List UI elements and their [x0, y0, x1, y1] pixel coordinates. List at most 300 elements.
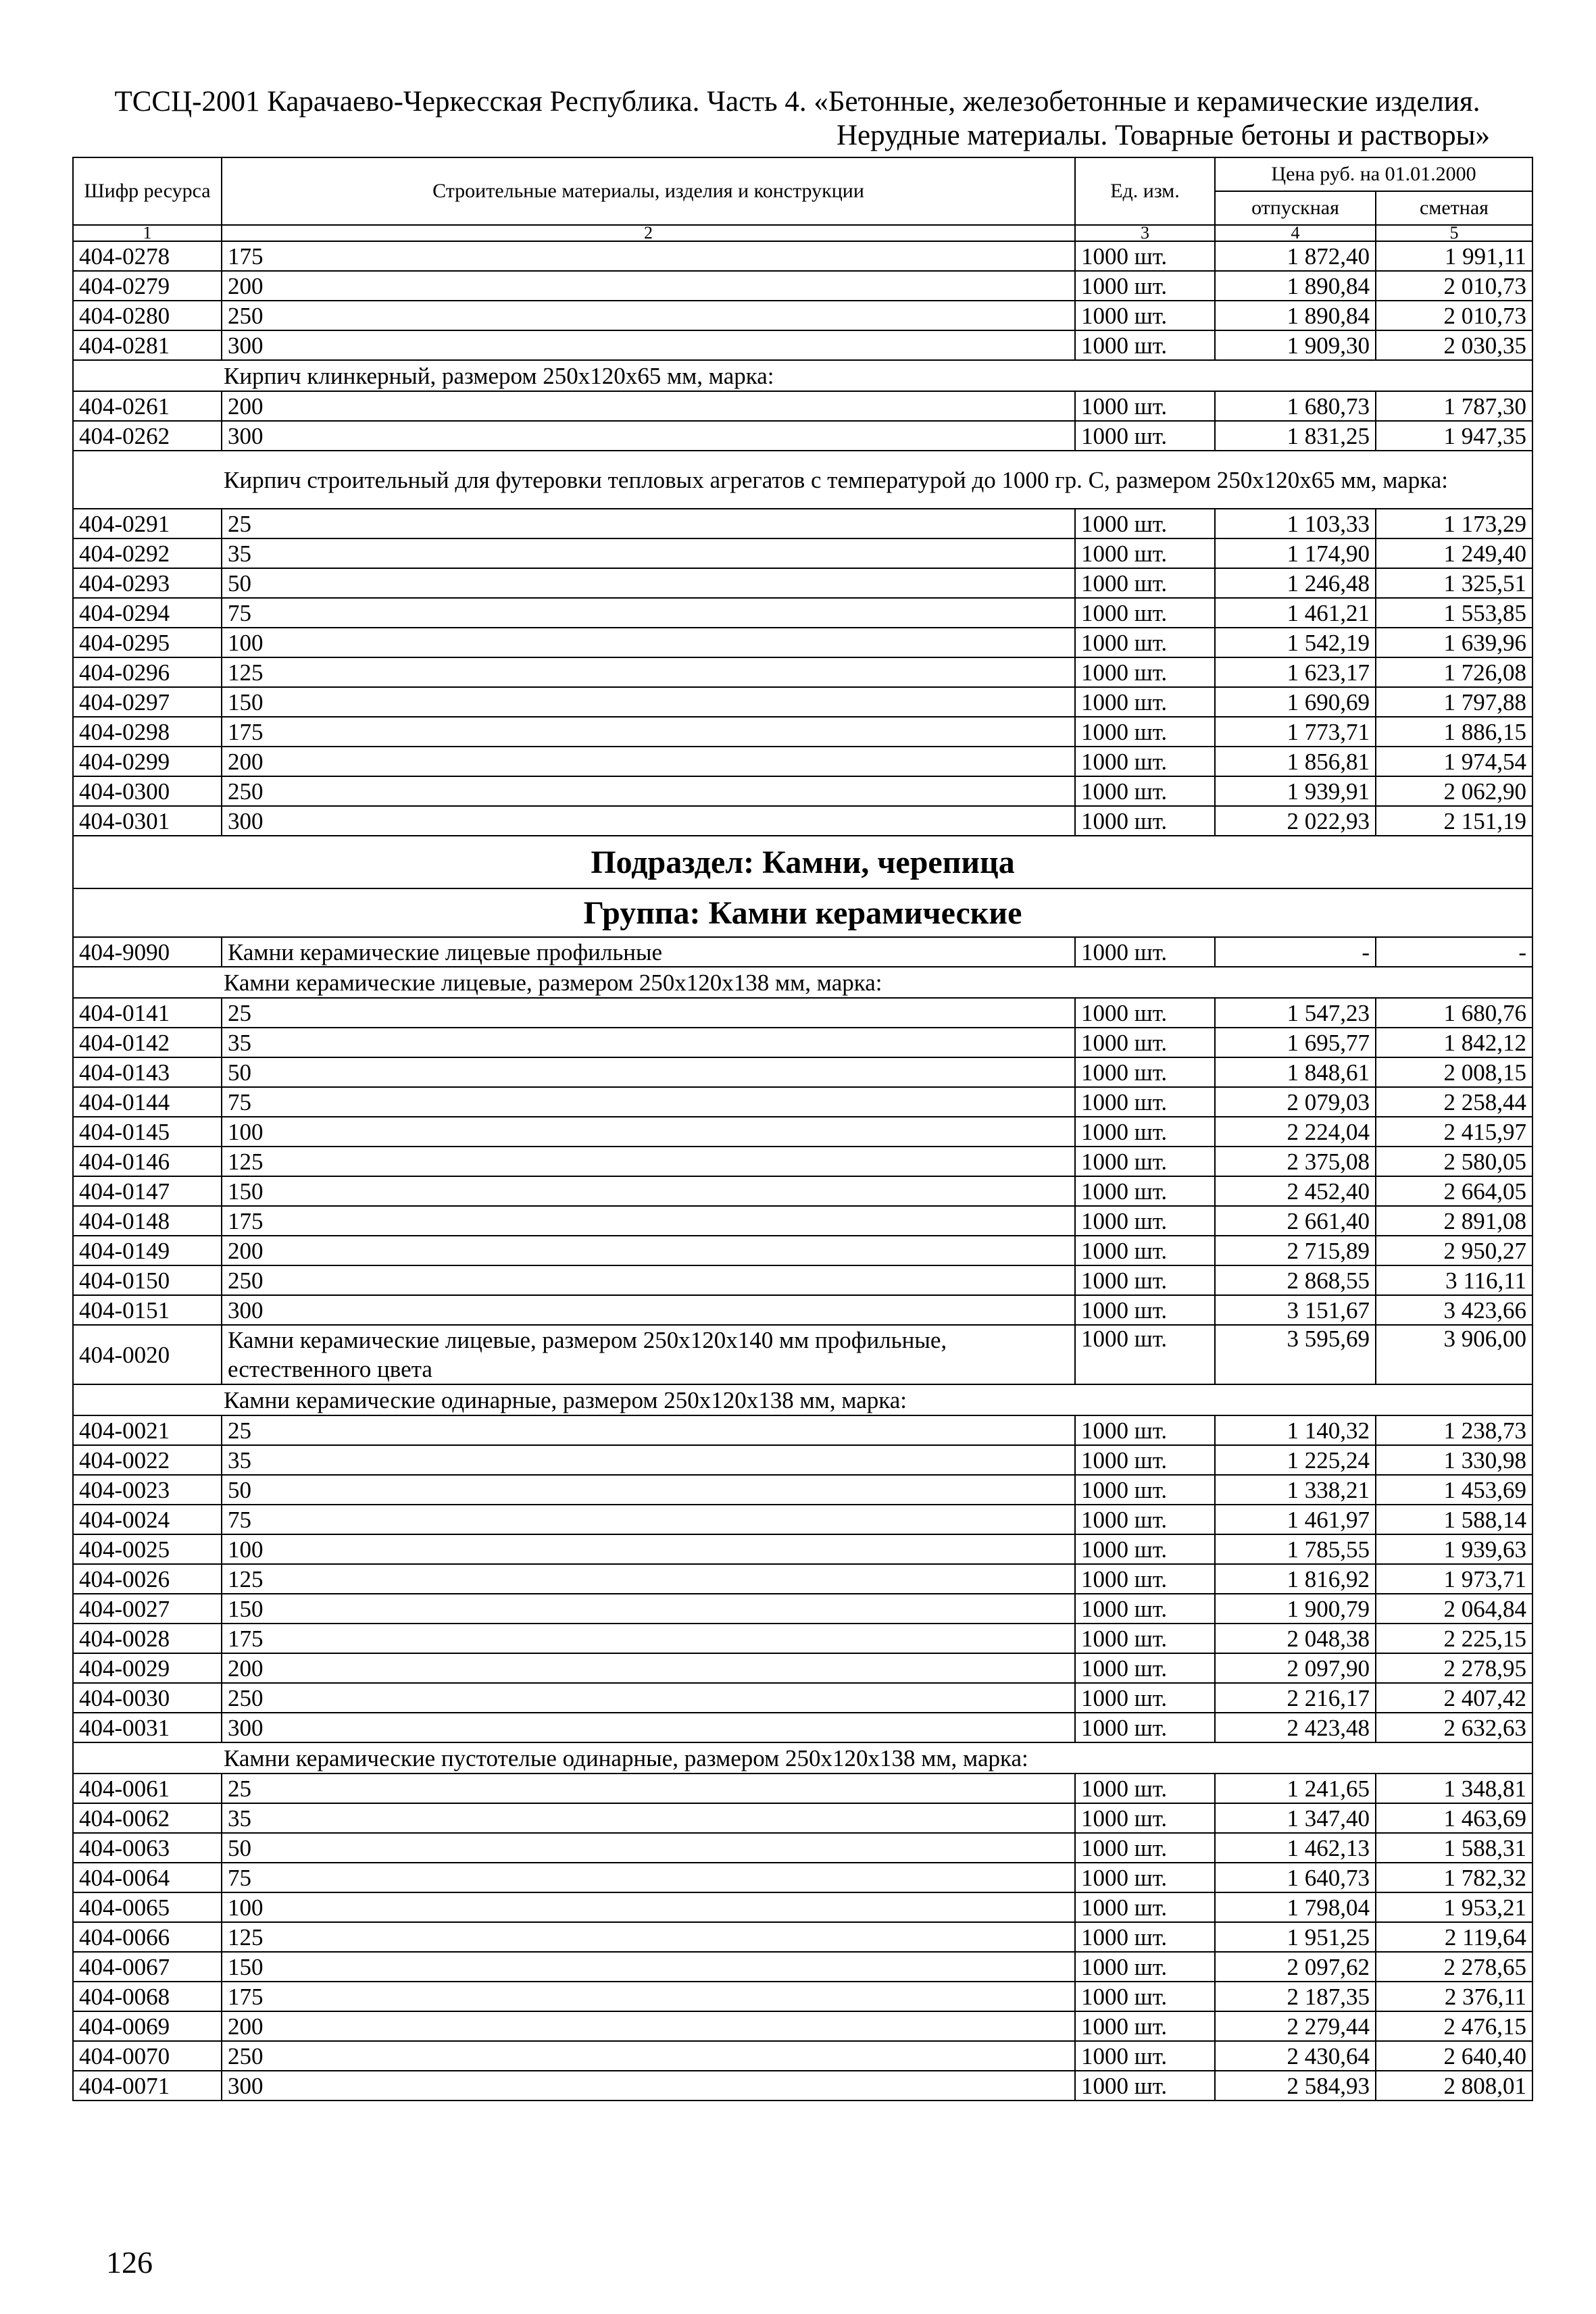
table-row	[73, 1295, 1532, 1325]
table-row	[73, 1624, 1532, 1653]
cell-name: 300	[222, 421, 1075, 451]
cell-code: 404-9090	[73, 937, 222, 967]
cell-unit: 1000 шт.	[1075, 330, 1215, 360]
subgroup-heading: Кирпич клинкерный, размером 250х120х65 мм, марка:	[73, 360, 1532, 391]
cell-estimate-price: 1 953,21	[1376, 1892, 1532, 1922]
cell-estimate-price: 1 463,69	[1376, 1803, 1532, 1833]
cell-name: 175	[222, 1982, 1075, 2011]
cell-unit: 1000 шт.	[1075, 1863, 1215, 1892]
cell-code: 404-0145	[73, 1117, 222, 1147]
cell-estimate-price: 1 639,96	[1376, 628, 1532, 657]
subgroup-heading: Кирпич строительный для футеровки тепловых агрегатов с температурой до 1000 гр. С, размером 250х120х65 мм, марка:	[73, 451, 1532, 509]
cell-estimate-price: 3 116,11	[1376, 1265, 1532, 1295]
cell-release-price: 2 224,04	[1215, 1117, 1376, 1147]
price-table	[72, 157, 1533, 2101]
cell-estimate-price: 1 787,30	[1376, 391, 1532, 421]
table-row	[73, 1265, 1532, 1295]
cell-estimate-price: 2 278,95	[1376, 1653, 1532, 1683]
cell-release-price: 1 951,25	[1215, 1922, 1376, 1952]
col-index-5: 5	[1376, 225, 1532, 241]
table-row	[73, 1683, 1532, 1713]
cell-release-price: 3 595,69	[1215, 1325, 1376, 1384]
cell-release-price: 1 103,33	[1215, 509, 1376, 538]
cell-name: 25	[222, 998, 1075, 1028]
cell-release-price: 2 452,40	[1215, 1176, 1376, 1206]
cell-unit: 1000 шт.	[1075, 509, 1215, 538]
cell-name: Камни керамические лицевые профильные	[222, 937, 1075, 967]
table-row	[73, 1117, 1532, 1147]
cell-unit: 1000 шт.	[1075, 391, 1215, 421]
document-title-line-2: Нерудные материалы. Товарные бетоны и растворы»	[836, 120, 1490, 151]
table-row	[73, 1952, 1532, 1982]
cell-unit: 1000 шт.	[1075, 776, 1215, 806]
cell-release-price: 1 773,71	[1215, 717, 1376, 747]
cell-release-price: 1 900,79	[1215, 1594, 1376, 1624]
cell-release-price: 2 661,40	[1215, 1206, 1376, 1236]
cell-name: 50	[222, 1833, 1075, 1863]
cell-name: 200	[222, 271, 1075, 301]
cell-release-price: 1 890,84	[1215, 301, 1376, 330]
cell-estimate-price: 2 407,42	[1376, 1683, 1532, 1713]
cell-release-price: 1 461,97	[1215, 1505, 1376, 1534]
cell-estimate-price: 2 415,97	[1376, 1117, 1532, 1147]
subgroup-heading-row	[73, 360, 1532, 391]
table-row	[73, 1445, 1532, 1475]
cell-release-price: 1 640,73	[1215, 1863, 1376, 1892]
cell-release-price: 2 079,03	[1215, 1087, 1376, 1117]
table-row	[73, 1713, 1532, 1742]
table-row	[73, 1594, 1532, 1624]
cell-unit: 1000 шт.	[1075, 687, 1215, 717]
cell-name: 250	[222, 1683, 1075, 1713]
cell-code: 404-0280	[73, 301, 222, 330]
cell-release-price: 1 241,65	[1215, 1774, 1376, 1803]
cell-unit: 1000 шт.	[1075, 421, 1215, 451]
cell-code: 404-0061	[73, 1774, 222, 1803]
cell-unit: 1000 шт.	[1075, 1505, 1215, 1534]
cell-unit: 1000 шт.	[1075, 1475, 1215, 1505]
col-index-4: 4	[1215, 225, 1376, 241]
cell-name: 75	[222, 1087, 1075, 1117]
cell-unit: 1000 шт.	[1075, 2041, 1215, 2071]
cell-release-price: 1 680,73	[1215, 391, 1376, 421]
table-row	[73, 1833, 1532, 1863]
cell-code: 404-0023	[73, 1475, 222, 1505]
table-row	[73, 598, 1532, 628]
cell-code: 404-0068	[73, 1982, 222, 2011]
cell-unit: 1000 шт.	[1075, 806, 1215, 836]
cell-code: 404-0144	[73, 1087, 222, 1117]
cell-code: 404-0031	[73, 1713, 222, 1742]
cell-estimate-price: 2 008,15	[1376, 1057, 1532, 1087]
cell-estimate-price: 2 580,05	[1376, 1147, 1532, 1176]
cell-name: 200	[222, 1653, 1075, 1683]
table-row	[73, 747, 1532, 776]
cell-unit: 1000 шт.	[1075, 1028, 1215, 1057]
table-row	[73, 1325, 1532, 1384]
cell-estimate-price: 1 238,73	[1376, 1415, 1532, 1445]
cell-name: 250	[222, 301, 1075, 330]
cell-unit: 1000 шт.	[1075, 1922, 1215, 1952]
subgroup-heading: Камни керамические лицевые, размером 250х120х138 мм, марка:	[73, 967, 1532, 998]
cell-code: 404-0262	[73, 421, 222, 451]
cell-unit: 1000 шт.	[1075, 747, 1215, 776]
cell-release-price: 1 174,90	[1215, 538, 1376, 568]
table-row	[73, 391, 1532, 421]
cell-release-price: 1 547,23	[1215, 998, 1376, 1028]
cell-unit: 1000 шт.	[1075, 271, 1215, 301]
cell-release-price: 1 542,19	[1215, 628, 1376, 657]
table-row	[73, 2071, 1532, 2101]
cell-code: 404-0141	[73, 998, 222, 1028]
cell-name: 125	[222, 1147, 1075, 1176]
table-row	[73, 271, 1532, 301]
cell-name: 35	[222, 1803, 1075, 1833]
page-number: 126	[106, 2245, 153, 2280]
table-row	[73, 1176, 1532, 1206]
cell-unit: 1000 шт.	[1075, 1892, 1215, 1922]
cell-release-price: 1 785,55	[1215, 1534, 1376, 1564]
cell-unit: 1000 шт.	[1075, 1683, 1215, 1713]
cell-estimate-price: 2 808,01	[1376, 2071, 1532, 2101]
cell-estimate-price: 2 891,08	[1376, 1206, 1532, 1236]
cell-estimate-price: 1 553,85	[1376, 598, 1532, 628]
cell-estimate-price: 1 325,51	[1376, 568, 1532, 598]
cell-unit: 1000 шт.	[1075, 1265, 1215, 1295]
cell-code: 404-0143	[73, 1057, 222, 1087]
cell-code: 404-0064	[73, 1863, 222, 1892]
cell-estimate-price: 1 991,11	[1376, 241, 1532, 271]
subgroup-heading-row	[73, 1742, 1532, 1774]
cell-unit: 1000 шт.	[1075, 1295, 1215, 1325]
cell-estimate-price: 1 680,76	[1376, 998, 1532, 1028]
subgroup-heading-row	[73, 451, 1532, 509]
cell-estimate-price: 1 973,71	[1376, 1564, 1532, 1594]
cell-name: 25	[222, 1774, 1075, 1803]
cell-unit: 1000 шт.	[1075, 1653, 1215, 1683]
table-row	[73, 1982, 1532, 2011]
cell-code: 404-0294	[73, 598, 222, 628]
cell-name: 300	[222, 1295, 1075, 1325]
cell-unit: 1000 шт.	[1075, 628, 1215, 657]
cell-release-price: 1 856,81	[1215, 747, 1376, 776]
table-row	[73, 568, 1532, 598]
cell-release-price: 1 225,24	[1215, 1445, 1376, 1475]
cell-estimate-price: 2 278,65	[1376, 1952, 1532, 1982]
cell-code: 404-0022	[73, 1445, 222, 1475]
cell-unit: 1000 шт.	[1075, 1236, 1215, 1265]
subgroup-heading-row	[73, 967, 1532, 998]
subgroup-heading-row	[73, 1384, 1532, 1415]
cell-unit: 1000 шт.	[1075, 998, 1215, 1028]
table-row	[73, 657, 1532, 687]
cell-name: 75	[222, 1505, 1075, 1534]
cell-release-price: 2 022,93	[1215, 806, 1376, 836]
cell-estimate-price: 2 225,15	[1376, 1624, 1532, 1653]
cell-code: 404-0149	[73, 1236, 222, 1265]
cell-estimate-price: 1 939,63	[1376, 1534, 1532, 1564]
cell-name: 50	[222, 1475, 1075, 1505]
col-name-header: Строительные материалы, изделия и конструкции	[222, 157, 1075, 225]
cell-code: 404-0025	[73, 1534, 222, 1564]
cell-estimate-price: 1 947,35	[1376, 421, 1532, 451]
cell-estimate-price: 2 062,90	[1376, 776, 1532, 806]
cell-release-price: 2 097,90	[1215, 1653, 1376, 1683]
table-row	[73, 1415, 1532, 1445]
cell-code: 404-0296	[73, 657, 222, 687]
col-price-header: Цена руб. на 01.01.2000	[1215, 157, 1532, 191]
cell-code: 404-0278	[73, 241, 222, 271]
cell-unit: 1000 шт.	[1075, 1445, 1215, 1475]
table-row	[73, 1892, 1532, 1922]
cell-code: 404-0066	[73, 1922, 222, 1952]
cell-estimate-price: 1 974,54	[1376, 747, 1532, 776]
cell-code: 404-0281	[73, 330, 222, 360]
cell-unit: 1000 шт.	[1075, 2011, 1215, 2041]
cell-release-price: 2 423,48	[1215, 1713, 1376, 1742]
cell-name: 75	[222, 598, 1075, 628]
cell-unit: 1000 шт.	[1075, 717, 1215, 747]
cell-estimate-price: 1 173,29	[1376, 509, 1532, 538]
cell-estimate-price: 1 453,69	[1376, 1475, 1532, 1505]
cell-code: 404-0020	[73, 1325, 222, 1384]
table-row	[73, 330, 1532, 360]
cell-release-price: 1 140,32	[1215, 1415, 1376, 1445]
cell-unit: 1000 шт.	[1075, 1713, 1215, 1742]
cell-release-price: 1 939,91	[1215, 776, 1376, 806]
cell-code: 404-0067	[73, 1952, 222, 1982]
cell-code: 404-0026	[73, 1564, 222, 1594]
table-row	[73, 2011, 1532, 2041]
cell-release-price: 2 868,55	[1215, 1265, 1376, 1295]
cell-estimate-price: 1 330,98	[1376, 1445, 1532, 1475]
subgroup-heading: Камни керамические пустотелые одинарные, размером 250х120х138 мм, марка:	[73, 1742, 1532, 1774]
cell-unit: 1000 шт.	[1075, 301, 1215, 330]
cell-release-price: 1 623,17	[1215, 657, 1376, 687]
table-row	[73, 776, 1532, 806]
table-row	[73, 1922, 1532, 1952]
cell-code: 404-0146	[73, 1147, 222, 1176]
cell-code: 404-0062	[73, 1803, 222, 1833]
cell-release-price: 2 430,64	[1215, 2041, 1376, 2071]
cell-estimate-price: 2 376,11	[1376, 1982, 1532, 2011]
document-title-line-1: ТССЦ-2001 Карачаево-Черкесская Республика. Часть 4. «Бетонные, железобетонные и керамические изделия.	[114, 86, 1480, 118]
cell-release-price: 1 462,13	[1215, 1833, 1376, 1863]
cell-unit: 1000 шт.	[1075, 241, 1215, 271]
table-row	[73, 1236, 1532, 1265]
group-title: Группа: Камни керамические	[73, 888, 1532, 937]
cell-estimate-price: 3 423,66	[1376, 1295, 1532, 1325]
cell-estimate-price: 3 906,00	[1376, 1325, 1532, 1384]
cell-estimate-price: 1 588,14	[1376, 1505, 1532, 1534]
cell-code: 404-0261	[73, 391, 222, 421]
cell-name: 200	[222, 1236, 1075, 1265]
cell-release-price: 2 216,17	[1215, 1683, 1376, 1713]
table-row	[73, 1534, 1532, 1564]
cell-release-price: 1 690,69	[1215, 687, 1376, 717]
table-row	[73, 509, 1532, 538]
cell-estimate-price: 2 030,35	[1376, 330, 1532, 360]
table-row	[73, 301, 1532, 330]
col-index-2: 2	[222, 225, 1075, 241]
cell-release-price: 1 347,40	[1215, 1803, 1376, 1833]
table-row	[73, 998, 1532, 1028]
cell-name: 175	[222, 717, 1075, 747]
cell-code: 404-0299	[73, 747, 222, 776]
cell-code: 404-0295	[73, 628, 222, 657]
cell-name: 150	[222, 1594, 1075, 1624]
cell-unit: 1000 шт.	[1075, 1415, 1215, 1445]
cell-release-price: 3 151,67	[1215, 1295, 1376, 1325]
cell-release-price: 1 831,25	[1215, 421, 1376, 451]
cell-name: 100	[222, 628, 1075, 657]
cell-code: 404-0300	[73, 776, 222, 806]
cell-code: 404-0024	[73, 1505, 222, 1534]
cell-unit: 1000 шт.	[1075, 1952, 1215, 1982]
cell-code: 404-0151	[73, 1295, 222, 1325]
cell-unit: 1000 шт.	[1075, 1117, 1215, 1147]
cell-unit: 1000 шт.	[1075, 1982, 1215, 2011]
cell-unit: 1000 шт.	[1075, 1087, 1215, 1117]
cell-release-price: 1 338,21	[1215, 1475, 1376, 1505]
cell-unit: 1000 шт.	[1075, 1325, 1215, 1384]
cell-release-price: 2 584,93	[1215, 2071, 1376, 2101]
cell-code: 404-0293	[73, 568, 222, 598]
cell-estimate-price: 2 010,73	[1376, 271, 1532, 301]
cell-name: 250	[222, 1265, 1075, 1295]
cell-release-price: 1 890,84	[1215, 271, 1376, 301]
cell-unit: 1000 шт.	[1075, 538, 1215, 568]
cell-estimate-price: 2 151,19	[1376, 806, 1532, 836]
cell-name: 50	[222, 1057, 1075, 1087]
cell-release-price: 1 909,30	[1215, 330, 1376, 360]
cell-release-price: 1 695,77	[1215, 1028, 1376, 1057]
cell-name: 125	[222, 657, 1075, 687]
cell-estimate-price: 2 010,73	[1376, 301, 1532, 330]
cell-unit: 1000 шт.	[1075, 1176, 1215, 1206]
cell-code: 404-0021	[73, 1415, 222, 1445]
cell-name: 175	[222, 241, 1075, 271]
col-estimate-header: сметная	[1376, 191, 1532, 225]
cell-estimate-price: 1 797,88	[1376, 687, 1532, 717]
table-row	[73, 1653, 1532, 1683]
cell-code: 404-0028	[73, 1624, 222, 1653]
table-row	[73, 421, 1532, 451]
cell-code: 404-0071	[73, 2071, 222, 2101]
cell-release-price: 1 848,61	[1215, 1057, 1376, 1087]
cell-name: 125	[222, 1922, 1075, 1952]
table-row	[73, 1564, 1532, 1594]
col-index-1: 1	[73, 225, 222, 241]
cell-code: 404-0148	[73, 1206, 222, 1236]
cell-name: 175	[222, 1206, 1075, 1236]
table-row	[73, 1206, 1532, 1236]
cell-estimate-price: 1 726,08	[1376, 657, 1532, 687]
table-row	[73, 241, 1532, 271]
cell-unit: 1000 шт.	[1075, 937, 1215, 967]
cell-code: 404-0297	[73, 687, 222, 717]
cell-name: 75	[222, 1863, 1075, 1892]
cell-unit: 1000 шт.	[1075, 1057, 1215, 1087]
cell-name: 150	[222, 1952, 1075, 1982]
cell-code: 404-0029	[73, 1653, 222, 1683]
cell-name: 250	[222, 2041, 1075, 2071]
cell-code: 404-0027	[73, 1594, 222, 1624]
cell-name: 100	[222, 1117, 1075, 1147]
cell-unit: 1000 шт.	[1075, 1803, 1215, 1833]
cell-name: 150	[222, 1176, 1075, 1206]
cell-name: 200	[222, 2011, 1075, 2041]
cell-release-price: 2 279,44	[1215, 2011, 1376, 2041]
cell-unit: 1000 шт.	[1075, 1833, 1215, 1863]
cell-name: 200	[222, 747, 1075, 776]
cell-code: 404-0070	[73, 2041, 222, 2071]
cell-estimate-price: 2 119,64	[1376, 1922, 1532, 1952]
cell-release-price: 1 798,04	[1215, 1892, 1376, 1922]
cell-estimate-price: 2 476,15	[1376, 2011, 1532, 2041]
cell-name: 35	[222, 1445, 1075, 1475]
cell-estimate-price: 2 258,44	[1376, 1087, 1532, 1117]
cell-unit: 1000 шт.	[1075, 1147, 1215, 1176]
cell-code: 404-0279	[73, 271, 222, 301]
subgroup-heading: Камни керамические одинарные, размером 250х120х138 мм, марка:	[73, 1384, 1532, 1415]
cell-estimate-price: 1 588,31	[1376, 1833, 1532, 1863]
table-row	[73, 1505, 1532, 1534]
cell-estimate-price: 2 064,84	[1376, 1594, 1532, 1624]
cell-estimate-price: 2 664,05	[1376, 1176, 1532, 1206]
cell-unit: 1000 шт.	[1075, 657, 1215, 687]
cell-name: 300	[222, 2071, 1075, 2101]
cell-name: 150	[222, 687, 1075, 717]
cell-release-price: 2 097,62	[1215, 1952, 1376, 1982]
cell-name: 300	[222, 330, 1075, 360]
table-row	[73, 687, 1532, 717]
cell-name: 50	[222, 568, 1075, 598]
cell-release-price: 2 715,89	[1215, 1236, 1376, 1265]
cell-code: 404-0301	[73, 806, 222, 836]
cell-release-price: 2 375,08	[1215, 1147, 1376, 1176]
subsection-title: Подраздел: Камни, черепица	[73, 836, 1532, 888]
cell-code: 404-0069	[73, 2011, 222, 2041]
table-row	[73, 1475, 1532, 1505]
cell-code: 404-0065	[73, 1892, 222, 1922]
table-row	[73, 1028, 1532, 1057]
cell-name: Камни керамические лицевые, размером 250х120х140 мм профильные, естественного цвета	[222, 1325, 1075, 1384]
cell-unit: 1000 шт.	[1075, 1206, 1215, 1236]
cell-estimate-price: 1 886,15	[1376, 717, 1532, 747]
cell-name: 300	[222, 806, 1075, 836]
cell-estimate-price: -	[1376, 937, 1532, 967]
table-row	[73, 806, 1532, 836]
cell-code: 404-0292	[73, 538, 222, 568]
table-row	[73, 538, 1532, 568]
cell-release-price: 1 816,92	[1215, 1564, 1376, 1594]
cell-estimate-price: 2 640,40	[1376, 2041, 1532, 2071]
col-unit-header: Ед. изм.	[1075, 157, 1215, 225]
cell-release-price: -	[1215, 937, 1376, 967]
cell-unit: 1000 шт.	[1075, 1564, 1215, 1594]
cell-name: 125	[222, 1564, 1075, 1594]
cell-code: 404-0298	[73, 717, 222, 747]
group-row	[73, 888, 1532, 937]
cell-code: 404-0147	[73, 1176, 222, 1206]
cell-estimate-price: 2 950,27	[1376, 1236, 1532, 1265]
cell-name: 100	[222, 1892, 1075, 1922]
cell-name: 25	[222, 1415, 1075, 1445]
cell-estimate-price: 1 348,81	[1376, 1774, 1532, 1803]
table-row	[73, 2041, 1532, 2071]
cell-estimate-price: 1 249,40	[1376, 538, 1532, 568]
